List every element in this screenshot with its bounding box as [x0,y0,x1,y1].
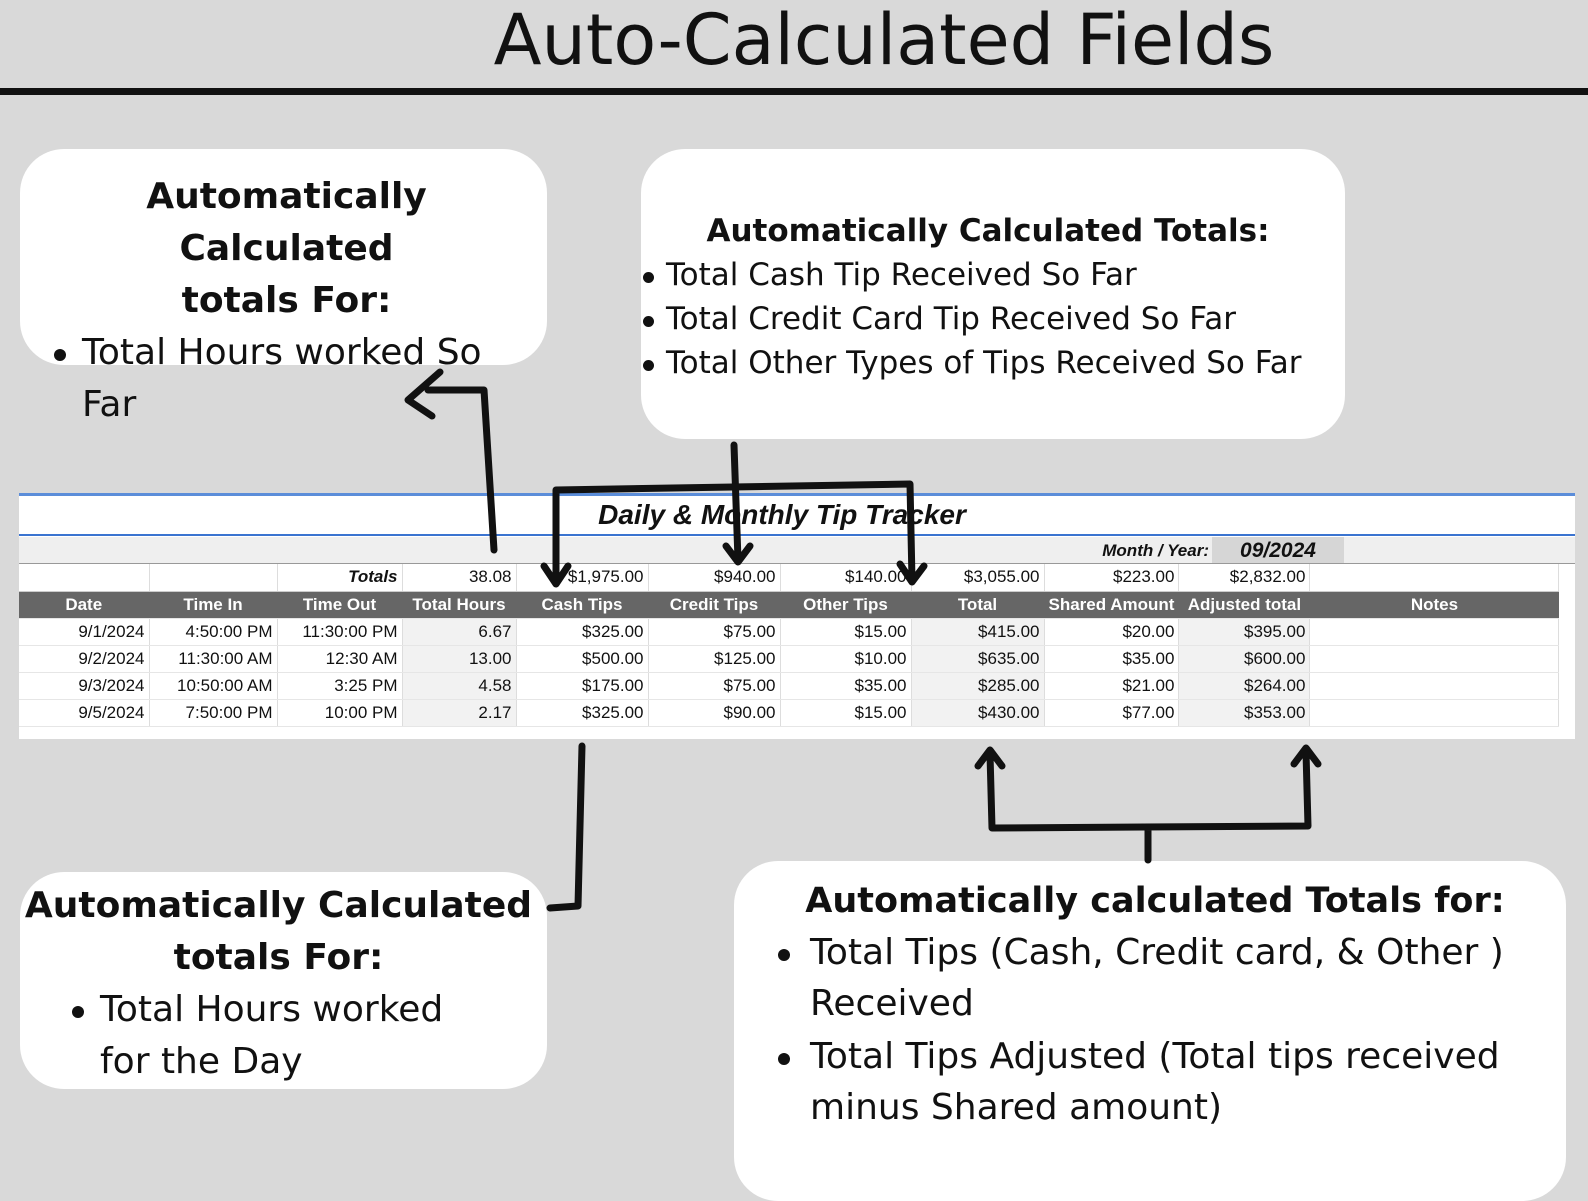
cell-shared-amount[interactable]: $20.00 [1044,618,1179,645]
callout-bullet-list [641,253,1335,385]
cell-date[interactable]: 9/3/2024 [19,672,149,699]
cell-other-tips[interactable]: $10.00 [780,645,911,672]
cell-cash-tips[interactable]: $500.00 [516,645,648,672]
cell-notes[interactable] [1310,699,1559,726]
cell-total-hours[interactable]: 13.00 [402,645,516,672]
cell-total[interactable]: $415.00 [911,618,1044,645]
cell-other-tips[interactable]: $35.00 [780,672,911,699]
callout-bullet: Total Hours worked So Far [50,327,543,431]
callout-heading: Automatically Calculated Totals: [706,213,1270,249]
callout-bullet-list [20,984,537,1088]
page-title: Auto-Calculated Fields [493,0,1275,81]
callout-bullet: Total Credit Card Tip Received So Far [641,297,1335,341]
column-header-adjusted-total[interactable]: Adjusted total [1179,591,1310,618]
cell-total[interactable]: $635.00 [911,645,1044,672]
title-divider [0,88,1588,95]
table-row [19,672,1559,699]
month-year-cell[interactable]: 09/2024 [1212,537,1344,563]
table-row [19,645,1559,672]
cell-shared-amount[interactable]: $35.00 [1044,645,1179,672]
cell-other-tips[interactable]: $15.00 [780,699,911,726]
cell-notes[interactable] [1310,672,1559,699]
tip-table [19,564,1559,727]
callout-bullet: Total Tips (Cash, Credit card, & Other ) Received [774,927,1510,1029]
callout-bullet: Total Cash Tip Received So Far [641,253,1335,297]
callout-heading: Automatically calculated Totals for: [805,881,1505,921]
totals-label[interactable]: Totals [277,564,402,591]
table-cell[interactable] [149,564,277,591]
column-header-time-out[interactable]: Time Out [277,591,402,618]
column-header-time-in[interactable]: Time In [149,591,277,618]
column-header-cash-tips[interactable]: Cash Tips [516,591,648,618]
cell-total[interactable]: $430.00 [911,699,1044,726]
column-header-date[interactable]: Date [19,591,149,618]
callout-bullet: Total Tips Adjusted (Total tips received minus Shared amount) [774,1031,1530,1133]
total-hours-total[interactable]: 38.08 [402,564,516,591]
cell-other-tips[interactable]: $15.00 [780,618,911,645]
cell-time-out[interactable]: 3:25 PM [277,672,402,699]
cell-shared-amount[interactable]: $21.00 [1044,672,1179,699]
column-header-shared-amount[interactable]: Shared Amount [1044,591,1179,618]
column-header-total-hours[interactable]: Total Hours [402,591,516,618]
column-header-credit-tips[interactable]: Credit Tips [648,591,780,618]
totals-row [19,564,1559,591]
table-cell[interactable] [1310,564,1559,591]
credit-tips-total[interactable]: $940.00 [648,564,780,591]
cell-time-in[interactable]: 4:50:00 PM [149,618,277,645]
cell-credit-tips[interactable]: $75.00 [648,672,780,699]
cell-cash-tips[interactable]: $325.00 [516,699,648,726]
table-row [19,618,1559,645]
cell-date[interactable]: 9/5/2024 [19,699,149,726]
cell-cash-tips[interactable]: $325.00 [516,618,648,645]
cell-time-out[interactable]: 11:30:00 PM [277,618,402,645]
cash-tips-total[interactable]: $1,975.00 [516,564,648,591]
grand-total[interactable]: $3,055.00 [911,564,1044,591]
cell-time-in[interactable]: 11:30:00 AM [149,645,277,672]
sheet-title-bar [19,496,1575,536]
adjusted-total-total[interactable]: $2,832.00 [1179,564,1310,591]
column-header-other-tips[interactable]: Other Tips [780,591,911,618]
cell-time-in[interactable]: 10:50:00 AM [149,672,277,699]
cell-adjusted-total[interactable]: $395.00 [1179,618,1310,645]
callout-heading: Automatically Calculated totals For: [24,885,533,978]
header-row [19,591,1559,618]
sheet-title: Daily & Monthly Tip Tracker [598,499,966,530]
other-tips-total[interactable]: $140.00 [780,564,911,591]
month-year-label: Month / Year: [1102,541,1209,560]
cell-date[interactable]: 9/1/2024 [19,618,149,645]
callout-bullet-list [774,927,1536,1133]
cell-total-hours[interactable]: 4.58 [402,672,516,699]
bracket-total-adjusted [978,748,1318,860]
cell-credit-tips[interactable]: $90.00 [648,699,780,726]
cell-cash-tips[interactable]: $175.00 [516,672,648,699]
month-year-row [19,537,1575,564]
cell-adjusted-total[interactable]: $353.00 [1179,699,1310,726]
column-header-total[interactable]: Total [911,591,1044,618]
column-header-notes[interactable]: Notes [1310,591,1559,618]
arrow-from-daily-hours-callout [550,746,582,908]
table-cell[interactable] [19,564,149,591]
shared-amount-total[interactable]: $223.00 [1044,564,1179,591]
callout-bullet: Total Hours worked for the Day [68,984,460,1088]
callout-total-and-adjusted-tips [734,861,1566,1201]
cell-adjusted-total[interactable]: $264.00 [1179,672,1310,699]
cell-date[interactable]: 9/2/2024 [19,645,149,672]
callout-tip-totals-so-far [641,149,1345,439]
cell-notes[interactable] [1310,645,1559,672]
cell-credit-tips[interactable]: $125.00 [648,645,780,672]
cell-time-in[interactable]: 7:50:00 PM [149,699,277,726]
cell-total-hours[interactable]: 2.17 [402,699,516,726]
cell-time-out[interactable]: 10:00 PM [277,699,402,726]
cell-shared-amount[interactable]: $77.00 [1044,699,1179,726]
cell-credit-tips[interactable]: $75.00 [648,618,780,645]
table-row [19,699,1559,726]
callout-hours-for-day [20,872,547,1089]
callout-total-hours-so-far [20,149,547,425]
tip-tracker-sheet [19,493,1575,739]
cell-total[interactable]: $285.00 [911,672,1044,699]
callout-heading: Automatically Calculated totals For: [146,176,427,321]
cell-adjusted-total[interactable]: $600.00 [1179,645,1310,672]
callout-bullet-list [50,327,543,431]
cell-notes[interactable] [1310,618,1559,645]
cell-total-hours[interactable]: 6.67 [402,618,516,645]
callout-bullet: Total Other Types of Tips Received So Far [641,341,1335,385]
cell-time-out[interactable]: 12:30 AM [277,645,402,672]
